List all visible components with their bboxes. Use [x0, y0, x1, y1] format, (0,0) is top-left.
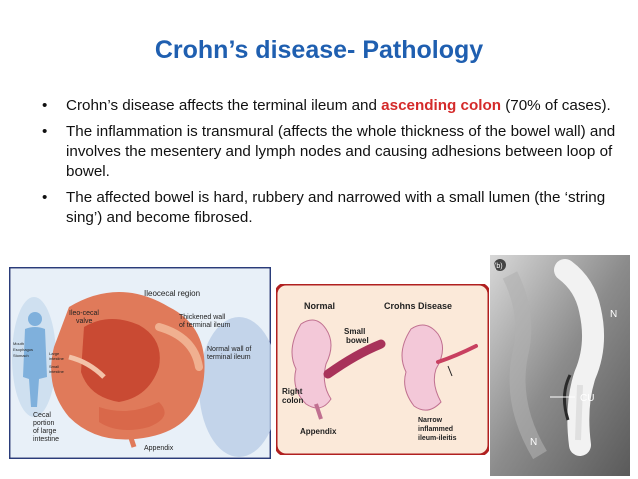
- label-cu: CU: [580, 393, 595, 404]
- highlight-text: ascending colon: [381, 97, 502, 114]
- label-large-intestine-2: intestine: [49, 356, 64, 361]
- label-ileitis: ileum-ileitis: [418, 435, 457, 442]
- label-cecal-2: portion: [33, 420, 55, 427]
- label-n-bottom: N: [530, 437, 538, 448]
- bullet-marker: •: [42, 97, 48, 114]
- label-cecal-3: of large: [33, 428, 57, 435]
- label-small-bowel-2: bowel: [346, 336, 369, 345]
- label-large-intestine: Large: [49, 351, 60, 356]
- label-valve-2: valve: [76, 318, 93, 325]
- badge-b: (b): [494, 263, 503, 270]
- bullet-item: [40, 122, 625, 182]
- label-normal-wall-2: terminal ileum: [207, 354, 251, 361]
- label-right-colon-2: colon: [282, 396, 304, 405]
- label-normal-wall: Normal wall of: [207, 346, 252, 353]
- label-right-colon: Right: [282, 387, 303, 396]
- bullet-text: The inflammation is transmural (affects the whole thickness of the bowel wall) and involves the mesentery and lymph nodes and causing adhesions between loop of bowel.: [66, 123, 616, 180]
- bullet-list: [40, 96, 625, 234]
- label-ileocecal-region: Ileocecal region: [144, 289, 201, 298]
- bullet-marker: •: [42, 123, 48, 140]
- label-small-intestine-2: intestine: [49, 369, 64, 374]
- bullet-marker: •: [42, 189, 48, 206]
- label-mouth: Mouth: [13, 341, 25, 346]
- label-crohns-disease: Crohns Disease: [384, 301, 453, 311]
- label-stomach: Stomach: [13, 353, 29, 358]
- label-thickened-wall: Thickened wall: [179, 314, 226, 321]
- label-appendix-2: Appendix: [300, 427, 337, 436]
- label-n-top: N: [610, 309, 618, 320]
- label-small-bowel: Small: [344, 327, 366, 336]
- label-normal: Normal: [304, 301, 336, 311]
- ileocecal-illustration: [9, 267, 271, 459]
- label-cecal-4: intestine: [33, 436, 60, 443]
- label-inflammed: inflammed: [418, 426, 454, 433]
- label-esophagus: Esophagus: [13, 347, 34, 352]
- bullet-text: Crohn’s disease affects the terminal ileum and: [66, 97, 382, 114]
- bullet-text: The affected bowel is hard, rubbery and narrowed with a small lumen (the ‘string sing’) and become fibrosed.: [66, 189, 606, 226]
- label-thickened-wall-2: of terminal ileum: [179, 322, 231, 329]
- bullet-item: [40, 188, 625, 228]
- label-small-intestine: Small: [49, 364, 60, 369]
- label-valve: Ileo-cecal: [69, 310, 99, 317]
- label-narrow: Narrow: [418, 417, 443, 424]
- label-cecal: Cecal: [33, 412, 51, 419]
- crohns-comparison-diagram: [276, 284, 489, 455]
- label-appendix: Appendix: [144, 445, 174, 452]
- barium-xray-image: [490, 255, 630, 476]
- slide-title: Crohn’s disease- Pathology: [154, 36, 484, 64]
- bullet-text-tail: (70% of cases).: [501, 97, 611, 114]
- bullet-item: [40, 96, 625, 116]
